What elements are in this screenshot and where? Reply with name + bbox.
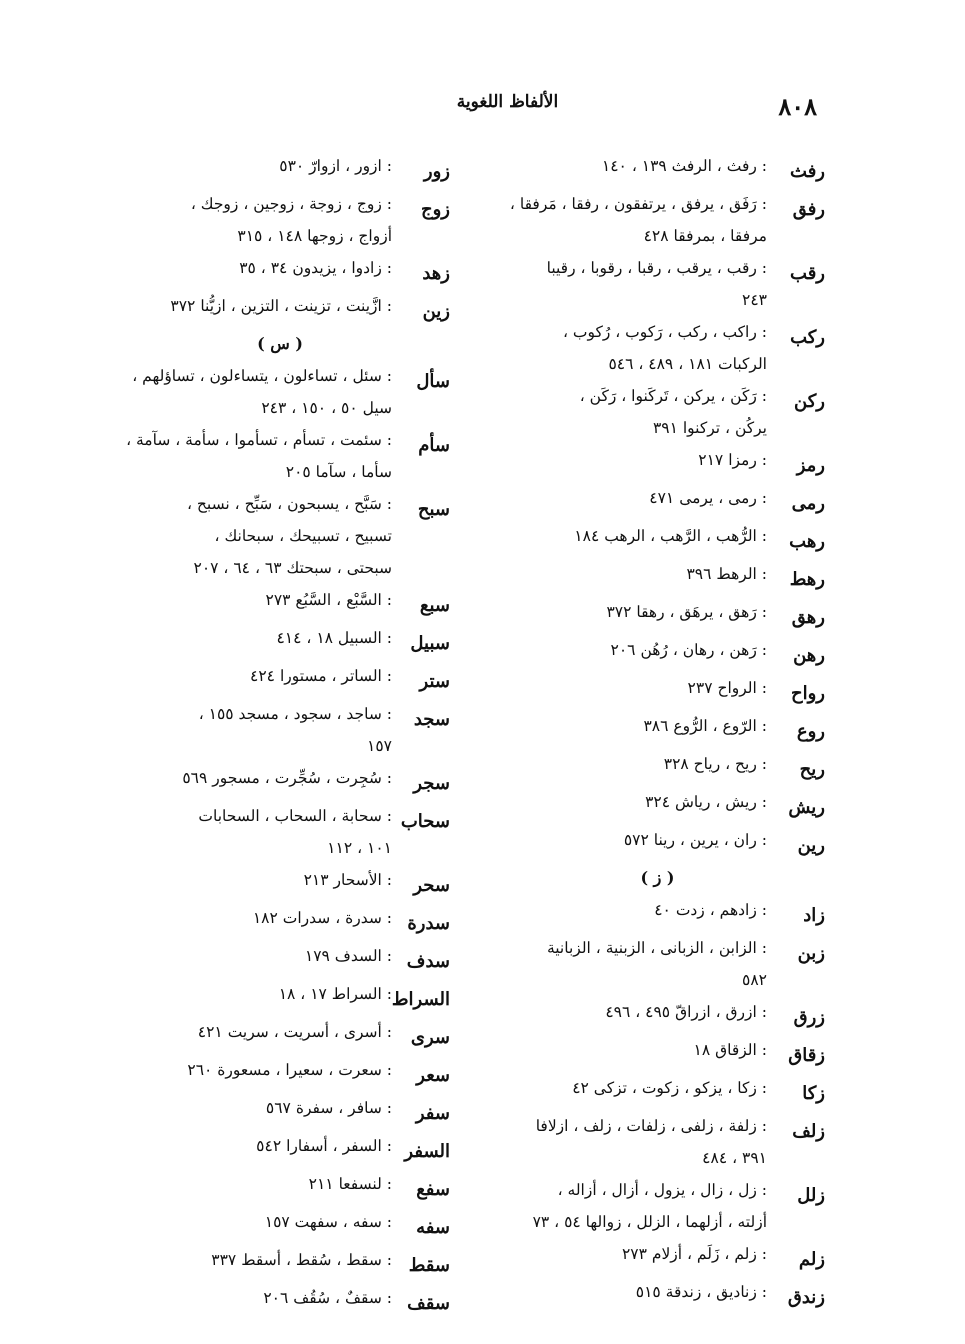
dictionary-entry: [490, 932, 825, 996]
entry-root: سفع: [416, 1179, 450, 1200]
entry-root: سدف: [406, 951, 450, 972]
left-column: [110, 150, 450, 1320]
section-letter-heading: ( ز ): [640, 868, 675, 887]
entry-root: سدرة: [407, 913, 450, 934]
entry-forms: : رمى ، يرمى ٤٧١: [649, 489, 767, 507]
entry-forms: : زادوا ، يزيدون ٣٤ ، ٣٥: [239, 259, 392, 277]
entry-forms: : سافر ، سفرة ٥٦٧: [265, 1099, 392, 1117]
entry-root: زوج: [420, 199, 450, 220]
dictionary-entry: [490, 1238, 825, 1276]
dictionary-entry: [110, 800, 450, 864]
dictionary-entry: [110, 488, 450, 584]
entry-forms: : زوج ، زوجة ، زوجين ، زوجك ، أزواج ، زوجها ١٤٨ ، ٣١٥: [190, 195, 392, 245]
entry-root: ركب: [790, 327, 825, 348]
entry-forms: : الرّوع ، الرُّوع ٣٨٦: [643, 717, 767, 735]
entry-forms: : السراط ١٧ ، ١٨: [278, 985, 392, 1003]
entry-forms: : الرهط ٣٩٦: [686, 565, 767, 583]
dictionary-entry: [110, 902, 450, 940]
dictionary-entry: [110, 188, 450, 252]
entry-forms: : ريح ، رياح ٣٢٨: [663, 755, 767, 773]
entry-forms: : رقب ، يرقب ، رقبا ، رقوبا ، رقيبا ٢٤٣: [546, 259, 767, 309]
entry-forms: : رمزا ٢١٧: [698, 451, 767, 469]
dictionary-entry: [490, 1276, 825, 1314]
entry-root: سأل: [416, 371, 450, 392]
dictionary-entry: [110, 290, 450, 328]
entry-root: زلل: [797, 1185, 825, 1206]
dictionary-entry: [110, 1206, 450, 1244]
dictionary-entry: [110, 864, 450, 902]
dictionary-entry: [110, 1016, 450, 1054]
dictionary-entry: [110, 150, 450, 188]
entry-forms: : الرُّهب ، الرَّهب ، الرهب ١٨٤: [574, 527, 767, 545]
entry-root: ركن: [794, 391, 825, 412]
entry-forms: : ازرق ، ازراقّ ٤٩٥ ، ٤٩٦: [605, 1003, 767, 1021]
entry-root: سعر: [416, 1065, 450, 1086]
entry-forms: : سُجِرت ، سُجِّرت ، مسجور ٥٦٩: [182, 769, 392, 787]
entry-root: ستر: [419, 671, 450, 692]
entry-forms: : رَهق ، يرهَق ، رهقا ٣٧٢: [606, 603, 767, 621]
dictionary-entry: [490, 1034, 825, 1072]
entry-forms: : الرواح ٢٣٧: [687, 679, 767, 697]
dictionary-entry: [110, 1168, 450, 1206]
dictionary-entry: [490, 188, 825, 252]
entry-root: سفه: [416, 1217, 450, 1238]
entry-root: زندق: [787, 1287, 825, 1308]
entry-root: سبح: [417, 499, 450, 520]
entry-forms: : سحابة ، السحاب ، السحابات ١٠١ ، ١١٢: [198, 807, 392, 857]
entry-forms: : رَكَن ، يركن ، تَركَنوا ، رَكَن ، يركُن ، تركنوا ٣٩١: [579, 387, 767, 437]
entry-root: زبن: [797, 943, 825, 964]
entry-root: رهن: [793, 645, 825, 666]
dictionary-entry: [490, 996, 825, 1034]
dictionary-entry: [110, 940, 450, 978]
entry-root: رواح: [790, 683, 825, 704]
dictionary-entry: [490, 894, 825, 932]
page-number: ٨٠٨: [778, 92, 817, 121]
entry-root: رمز: [796, 455, 825, 476]
entry-root: رهق: [791, 607, 825, 628]
entry-root: ريح: [799, 759, 825, 780]
entry-forms: : أسرى ، أسريت ، سريت ٤٢١: [197, 1023, 392, 1041]
entry-root: سجر: [413, 773, 450, 794]
entry-root: ريش: [788, 797, 825, 818]
page-title: الألفاظ اللغوية: [456, 92, 559, 112]
entry-forms: : سئل ، تساءلون ، يتساءلون ، تساؤلهم ، سيل ٥٠ ، ١٥٠ ، ٢٤٣: [132, 367, 392, 417]
entry-forms: : لنسفعا ٢١١: [308, 1175, 392, 1193]
entry-forms: : ازور ، ازوارّ ٥٣٠: [279, 157, 392, 175]
entry-root: سقف: [407, 1293, 450, 1314]
entry-forms: : الساتر ، مستورا ٤٢٤: [250, 667, 392, 685]
entry-forms: : سعرت ، سعيرا ، مسعورة ٢٦٠: [187, 1061, 392, 1079]
entry-root: زقاق: [788, 1045, 825, 1066]
dictionary-entry: [110, 360, 450, 424]
entry-forms: : الزابن ، الزبانى ، الزبنية ، الزبانية ٥٨٢: [546, 939, 767, 989]
entry-forms: : زلفة ، زلفى ، زلفات ، زلف ، ازلافا ٣٩١ ، ٤٨٤: [535, 1117, 767, 1167]
entry-forms: : السبيل ١٨ ، ٤١٤: [276, 629, 392, 647]
entry-forms: : زكا ، يزكو ، زكوت ، تزكى ٤٢: [572, 1079, 767, 1097]
dictionary-entry: [490, 1174, 825, 1238]
entry-root: رفق: [792, 199, 825, 220]
entry-forms: : ازَّينت ، تزينت ، التزين ، ازيُّنا ٣٧٢: [170, 297, 392, 315]
entry-forms: : سئمت ، تسأم ، تسأموا ، سأمة ، سآمة ، سأما ، سآما ٢٠٥: [126, 431, 392, 481]
entry-forms: : زناديق ، زندقة ٥١٥: [635, 1283, 767, 1301]
entry-root: زرق: [793, 1007, 825, 1028]
section-letter-heading: ( س ): [257, 334, 303, 353]
entry-forms: : زادهم ، زدت ٤٠: [654, 901, 767, 919]
entry-forms: : ساجد ، سجود ، مسجد ١٥٥ ، ١٥٧: [198, 705, 392, 755]
dictionary-entry: [490, 710, 825, 748]
dictionary-entry: [110, 1282, 450, 1320]
entry-root: سرى: [410, 1027, 450, 1048]
entry-forms: : سدرة ، سدرات ١٨٢: [252, 909, 392, 927]
dictionary-entry: [110, 660, 450, 698]
dictionary-entry: [490, 316, 825, 380]
dictionary-entry: [490, 672, 825, 710]
dictionary-entry: [110, 1054, 450, 1092]
dictionary-entry: [110, 762, 450, 800]
entry-root: سحاب: [400, 811, 450, 832]
entry-root: السراط: [391, 989, 450, 1010]
dictionary-entry: [110, 622, 450, 660]
entry-root: رفث: [790, 161, 825, 182]
right-column: [490, 150, 825, 1314]
entry-root: رين: [797, 835, 825, 856]
entry-root: سحر: [413, 875, 450, 896]
dictionary-entry: [490, 482, 825, 520]
entry-root: زين: [422, 301, 450, 322]
entry-root: رهب: [789, 531, 825, 552]
entry-root: زهد: [422, 263, 450, 284]
dictionary-entry: [490, 596, 825, 634]
entry-root: رقب: [790, 263, 825, 284]
entry-forms: : رَفَق ، يرفق ، يرتفقون ، رفقا ، مَرفقا ، مرفقا ، بمرفقا ٤٢٨: [509, 195, 767, 245]
entry-root: سبع: [419, 595, 450, 616]
entry-root: سأم: [418, 435, 450, 456]
entry-root: زكا: [802, 1083, 825, 1104]
entry-forms: : السدف ١٧٩: [304, 947, 392, 965]
entry-root: رمى: [791, 493, 825, 514]
dictionary-entry: [110, 978, 450, 1016]
entry-forms: : راكب ، ركب ، رَكوب ، رُكوب ، الركبات ١٨١ ، ٤٨٩ ، ٥٤٦: [562, 323, 767, 373]
entry-forms: : السَّبْع ، السَّبُع ٢٧٣: [265, 591, 392, 609]
entry-forms: : ريش ، رياش ٣٢٤: [645, 793, 767, 811]
dictionary-entry: [490, 520, 825, 558]
entry-forms: : الزقاق ١٨: [693, 1041, 767, 1059]
dictionary-entry: [110, 1092, 450, 1130]
entry-root: السفر: [404, 1141, 450, 1162]
dictionary-entry: [490, 786, 825, 824]
dictionary-entry: [110, 252, 450, 290]
entry-forms: : سَبَّح ، يسبحون ، سَبِّح ، نسبح ، تسبيح ، تسبيحك ، سبحانك ، سبحتى ، سبحتك ٦٣ ، ٦٤ ، ٢٠٧: [186, 495, 392, 577]
entry-forms: : زل ، زال ، يزول ، أزال ، أزاله ، أزلته ، أزلهما ، الزلل ، زوالها ٥٤ ، ٧٣: [532, 1181, 767, 1231]
dictionary-entry: [110, 1130, 450, 1168]
dictionary-entry: [490, 1110, 825, 1174]
entry-root: سقط: [408, 1255, 450, 1276]
dictionary-entry: [490, 558, 825, 596]
entry-root: زلم: [798, 1249, 825, 1270]
entry-forms: : سقط ، سُقط ، أسقط ٣٣٧: [211, 1251, 392, 1269]
entry-root: سفر: [415, 1103, 450, 1124]
dictionary-entry: [490, 748, 825, 786]
entry-forms: : سفه ، سفهت ١٥٧: [264, 1213, 392, 1231]
dictionary-entry: [490, 634, 825, 672]
dictionary-entry: [110, 1244, 450, 1282]
entry-forms: : رفث ، الرفث ١٣٩ ، ١٤٠: [601, 157, 767, 175]
entry-forms: : رَهن ، رهان ، رُهُن ٢٠٦: [610, 641, 767, 659]
entry-forms: : الأسحار ٢١٣: [303, 871, 392, 889]
entry-forms: : زلم ، زَلَم ، أزلام ٢٧٣: [621, 1245, 767, 1263]
dictionary-entry: [110, 424, 450, 488]
entry-root: زور: [423, 161, 450, 182]
dictionary-entry: [490, 252, 825, 316]
entry-root: رهط: [789, 569, 825, 590]
entry-forms: : ران ، يرين ، رينا ٥٧٢: [623, 831, 767, 849]
dictionary-entry: [110, 584, 450, 622]
entry-forms: : السفر ، أسفارا ٥٤٢: [256, 1137, 392, 1155]
dictionary-entry: [490, 380, 825, 444]
dictionary-entry: [490, 1072, 825, 1110]
entry-root: سبيل: [410, 633, 450, 654]
dictionary-entry: [110, 698, 450, 762]
entry-forms: : سقفٌ ، سُقُف ٢٠٦: [263, 1289, 392, 1307]
entry-root: روع: [796, 721, 825, 742]
entry-root: زلف: [792, 1121, 825, 1142]
entry-root: زاد: [803, 905, 825, 926]
dictionary-entry: [490, 824, 825, 862]
entry-root: سجد: [413, 709, 450, 730]
dictionary-entry: [490, 444, 825, 482]
dictionary-entry: [490, 150, 825, 188]
